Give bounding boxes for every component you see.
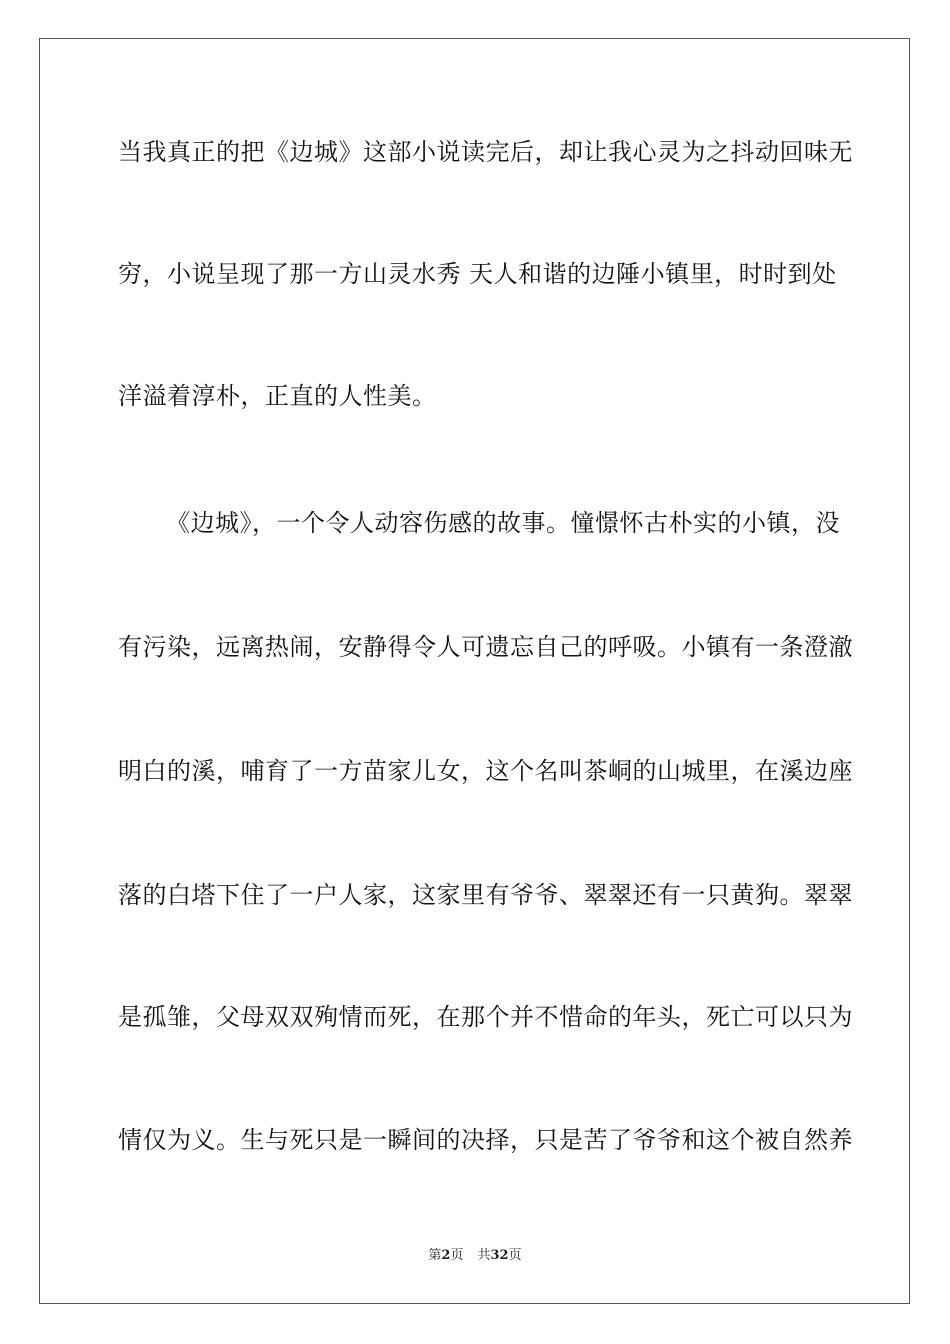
paragraph-2-line-5: 是孤雏，父母双双殉情而死，在那个并不惜命的年头，死亡可以只为 xyxy=(118,1003,853,1031)
total-suffix: 页 xyxy=(508,1248,522,1263)
page-suffix: 页 xyxy=(450,1248,464,1263)
page-prefix: 第 xyxy=(428,1248,442,1263)
paragraph-2-line-4: 落的白塔下住了一户人家，这家里有爷爷、翠翠还有一只黄狗。翠翠 xyxy=(118,881,853,909)
page-border xyxy=(39,38,910,1304)
page-number: 2 xyxy=(441,1248,451,1263)
paragraph-2-line-2: 有污染，远离热闹，安静得令人可遗忘自己的呼吸。小镇有一条澄澈 xyxy=(118,633,853,661)
paragraph-1-line-3: 洋溢着淳朴，正直的人性美。 xyxy=(118,382,437,410)
paragraph-1-line-2: 穷，小说呈现了那一方山灵水秀 天人和谐的边陲小镇里，时时到处 xyxy=(118,260,837,288)
page-footer xyxy=(0,1247,950,1265)
total-pages: 32 xyxy=(490,1248,509,1263)
paragraph-2-line-3: 明白的溪，哺育了一方苗家儿女，这个名叫茶峒的山城里，在溪边座 xyxy=(118,757,853,785)
total-prefix: 共 xyxy=(477,1248,491,1263)
paragraph-1-line-1: 当我真正的把《边城》这部小说读完后，却让我心灵为之抖动回味无 xyxy=(118,138,853,166)
paragraph-2-line-1: 《边城》，一个令人动容伤感的故事。憧憬怀古朴实的小镇，没 xyxy=(166,509,840,537)
paragraph-2-line-6: 情仅为义。生与死只是一瞬间的决择，只是苦了爷爷和这个被自然养 xyxy=(118,1126,853,1154)
